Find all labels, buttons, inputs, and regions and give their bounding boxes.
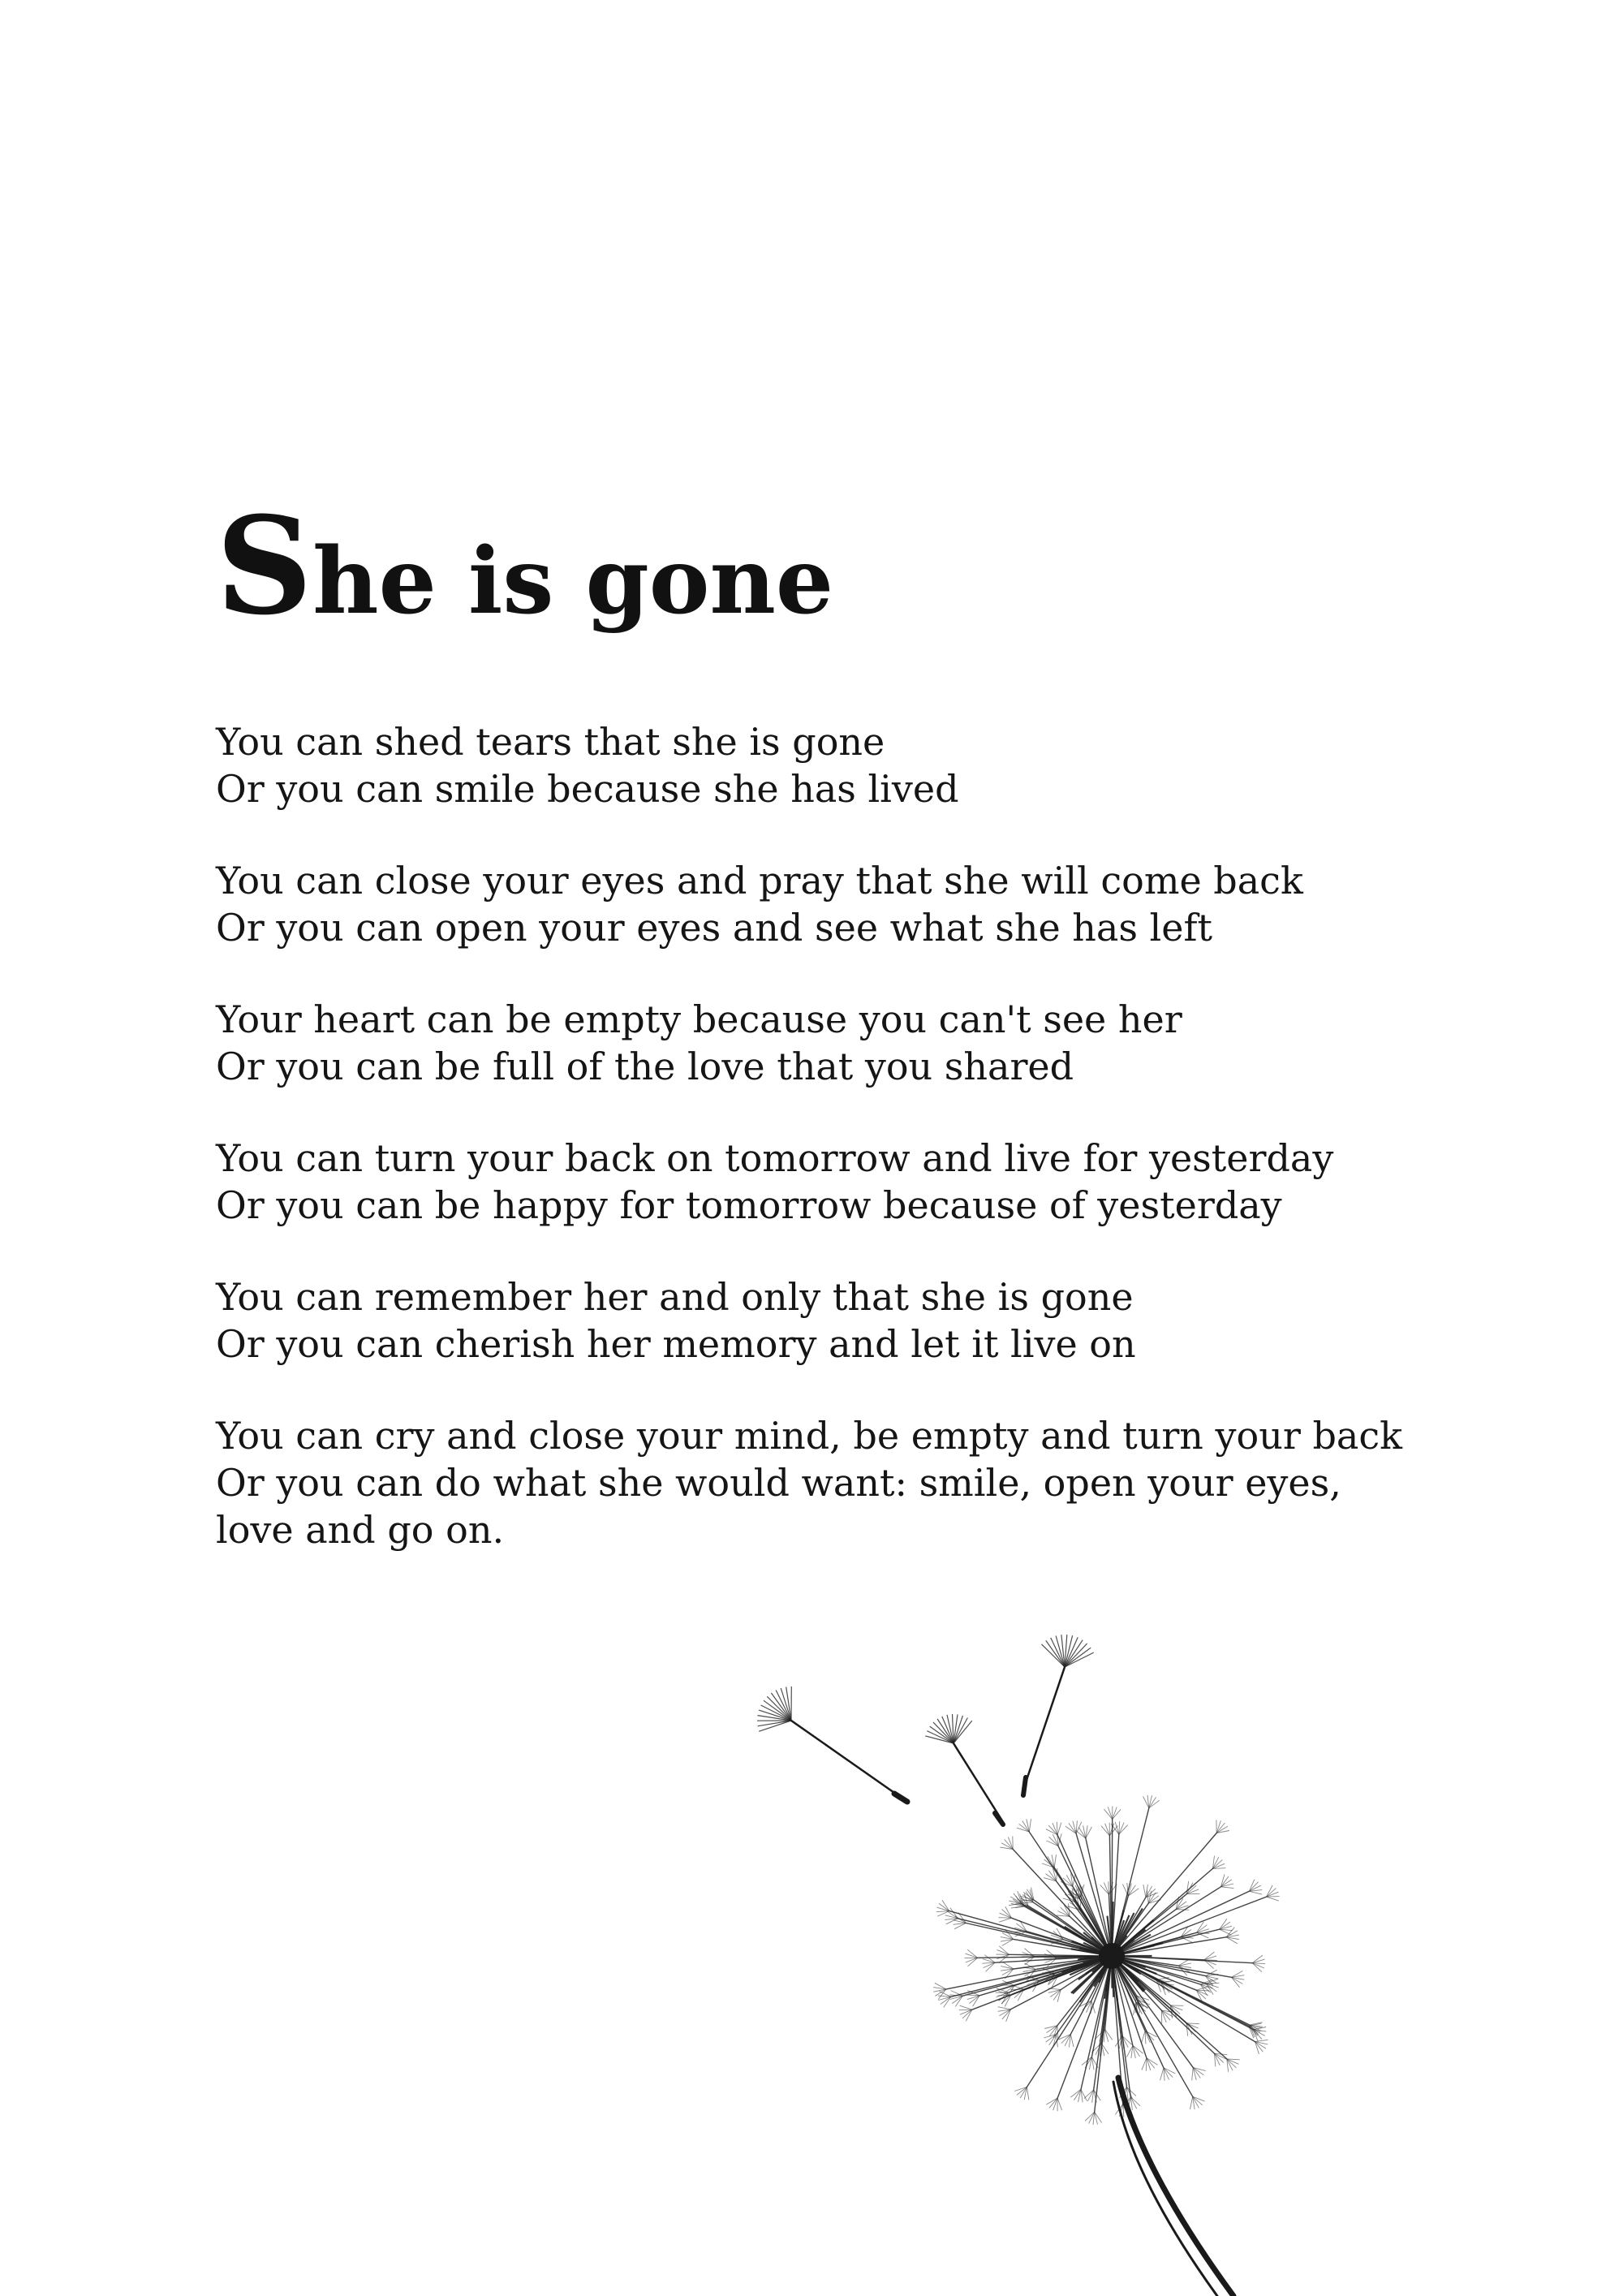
poem-line: Or you can do what she would want: smile, open your eyes, bbox=[216, 1461, 1341, 1505]
stanza-3 bbox=[216, 996, 1595, 1090]
stanza-2 bbox=[216, 857, 1595, 951]
poem-line: love and go on. bbox=[216, 1508, 505, 1552]
stanza-5 bbox=[216, 1273, 1595, 1368]
poem-body bbox=[216, 718, 1595, 1598]
poem-line: Your heart can be empty because you can't see her bbox=[216, 997, 1182, 1041]
title-drop-cap: S bbox=[216, 487, 313, 644]
poem-line: Or you can be happy for tomorrow because of yesterday bbox=[216, 1183, 1282, 1227]
stanza-1 bbox=[216, 718, 1595, 812]
poem-line: Or you can open your eyes and see what she has left bbox=[216, 906, 1213, 950]
poem-title bbox=[216, 487, 834, 644]
poem-line: You can close your eyes and pray that she will come back bbox=[216, 859, 1303, 902]
poem-line: You can shed tears that she is gone bbox=[216, 720, 885, 764]
poem-line: Or you can cherish her memory and let it live on bbox=[216, 1322, 1136, 1366]
dandelion-icon bbox=[714, 1607, 1347, 2296]
poem-line: Or you can be full of the love that you shared bbox=[216, 1045, 1074, 1088]
poem-line: You can turn your back on tomorrow and live for yesterday bbox=[216, 1136, 1334, 1180]
stanza-4 bbox=[216, 1135, 1595, 1229]
poem-line: Or you can smile because she has lived bbox=[216, 767, 959, 811]
stanza-6 bbox=[216, 1412, 1595, 1553]
poem-line: You can cry and close your mind, be empty and turn your back bbox=[216, 1414, 1402, 1458]
poem-line: You can remember her and only that she is gone bbox=[216, 1275, 1134, 1319]
title-rest: he is gone bbox=[312, 528, 834, 635]
